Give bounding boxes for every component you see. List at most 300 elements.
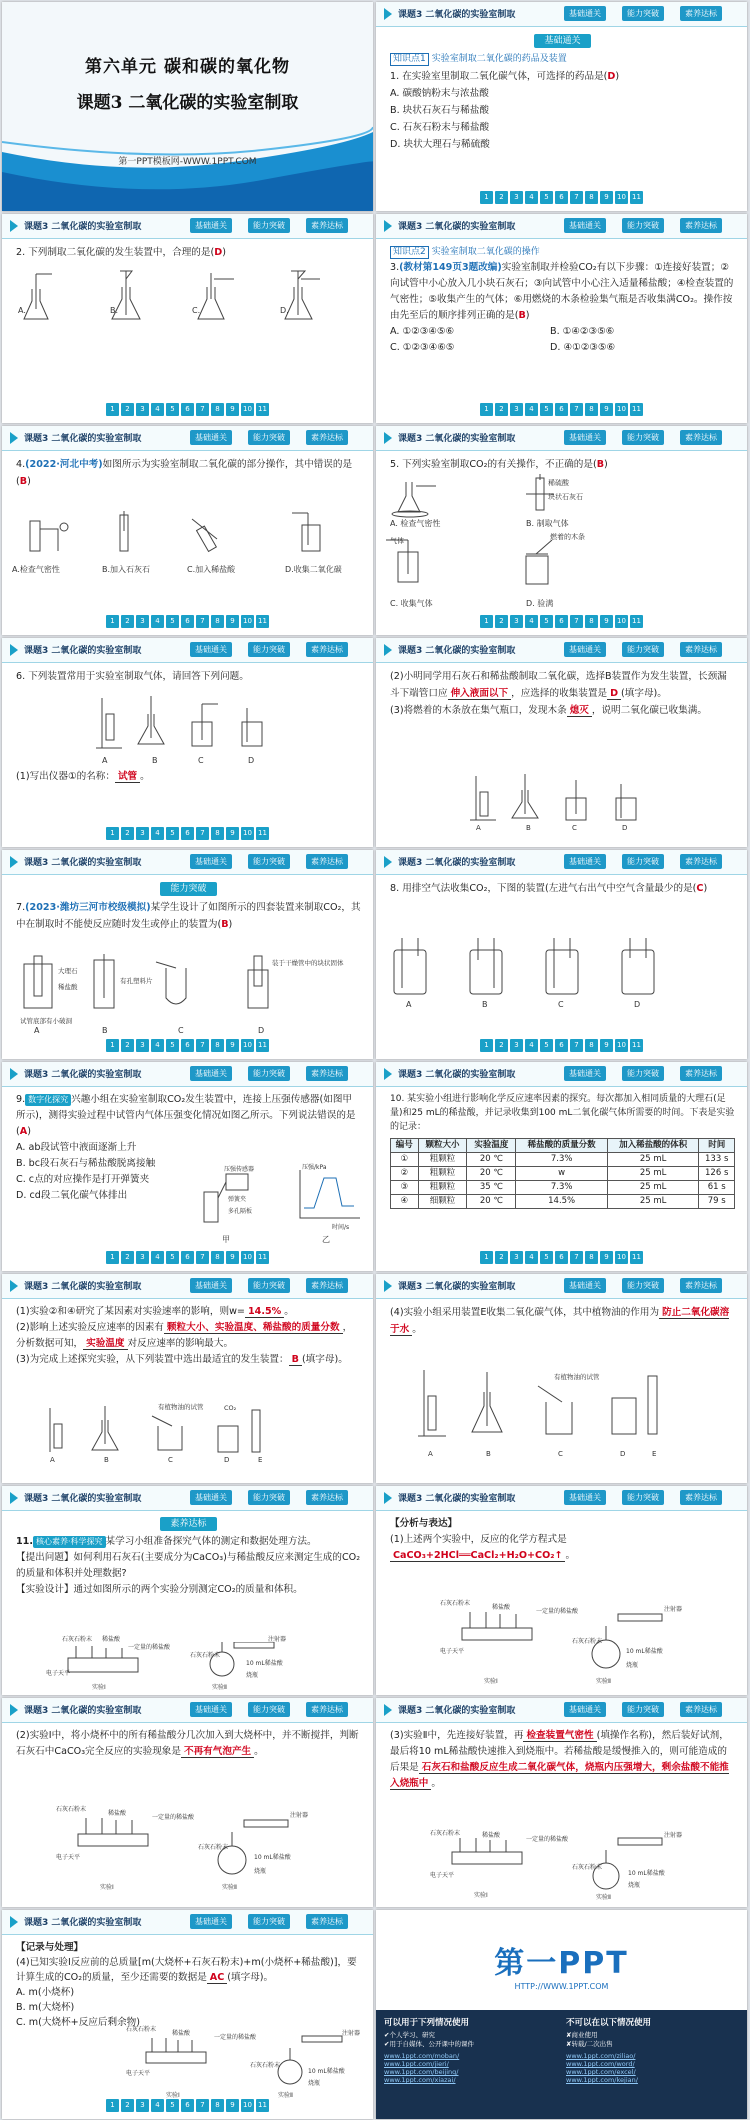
nav-literacy-button[interactable]: 素养达标 bbox=[680, 1490, 722, 1505]
slide-q11-part2[interactable] bbox=[2, 1698, 373, 1907]
page-link[interactable]: 8 bbox=[211, 1039, 224, 1052]
page-link[interactable]: 6 bbox=[181, 1251, 194, 1264]
nav-basic-button[interactable]: 基础通关 bbox=[190, 1278, 232, 1293]
ppt-url[interactable]: HTTP://WWW.1PPT.COM bbox=[514, 1982, 609, 1991]
nav-ability-button[interactable]: 能力突破 bbox=[248, 1278, 290, 1293]
page-link[interactable]: 11 bbox=[256, 1251, 269, 1264]
question-1: 1. 在实验室里制取二氧化碳气体，可选择的药品是(D) bbox=[390, 71, 620, 82]
page-link[interactable]: 8 bbox=[585, 1039, 598, 1052]
nav-basic-button[interactable]: 基础通关 bbox=[190, 218, 232, 233]
slide-q8[interactable] bbox=[376, 850, 747, 1059]
link[interactable]: www.1ppt.com/word/ bbox=[566, 2060, 635, 2068]
page-link[interactable]: 6 bbox=[555, 191, 568, 204]
page-link[interactable]: 9 bbox=[600, 1039, 613, 1052]
page-link[interactable]: 2 bbox=[495, 1039, 508, 1052]
answer: B bbox=[289, 1354, 302, 1366]
page-link[interactable]: 2 bbox=[495, 615, 508, 628]
answer: 石灰石和盐酸反应生成二氧化碳气体，烧瓶内压强增大，剩余盐酸不能推入烧瓶中 bbox=[390, 1762, 729, 1789]
figure-label: 注射器 bbox=[268, 1636, 287, 1643]
nav-literacy-button[interactable]: 素养达标 bbox=[680, 6, 722, 21]
nav-ability-button[interactable]: 能力突破 bbox=[622, 430, 664, 445]
page-link[interactable]: 10 bbox=[241, 1039, 254, 1052]
page-link[interactable]: 1 bbox=[106, 827, 119, 840]
page-link[interactable]: 10 bbox=[241, 2099, 254, 2112]
page-link[interactable]: 9 bbox=[226, 1039, 239, 1052]
pager bbox=[2, 1039, 373, 1052]
slide-q10[interactable] bbox=[376, 1062, 747, 1271]
nav-literacy-button[interactable]: 素养达标 bbox=[680, 1278, 722, 1293]
nav-literacy-button[interactable]: 素养达标 bbox=[306, 1278, 348, 1293]
nav-ability-button[interactable]: 能力突破 bbox=[622, 1702, 664, 1717]
option: A. ①②③④⑤⑥ bbox=[390, 326, 455, 337]
figure-caption: A bbox=[34, 1026, 40, 1035]
figure-label: 一定量的稀盐酸 bbox=[152, 1814, 195, 1821]
option-label: C. bbox=[192, 306, 201, 315]
nav-literacy-button[interactable]: 素养达标 bbox=[306, 1702, 348, 1717]
nav-basic-button[interactable]: 基础通关 bbox=[564, 1066, 606, 1081]
page-link[interactable]: 8 bbox=[585, 191, 598, 204]
nav-basic-button[interactable]: 基础通关 bbox=[564, 1702, 606, 1717]
page-link[interactable]: 4 bbox=[151, 615, 164, 628]
figure-label: 一定量的稀盐酸 bbox=[214, 2034, 257, 2041]
page-link[interactable]: 4 bbox=[525, 1039, 538, 1052]
nav-basic-button[interactable]: 基础通关 bbox=[190, 1702, 232, 1717]
slide-cover[interactable] bbox=[2, 2, 373, 211]
page-link[interactable]: 2 bbox=[121, 1039, 134, 1052]
sub-question-1: (1)上述两个实验中，反应的化学方程式是CaCO₃+2HCl══CaCl₂+H₂O+CO₂↑ 。 bbox=[390, 1534, 576, 1561]
page-link[interactable]: 11 bbox=[630, 1039, 643, 1052]
slide-q11-part3[interactable] bbox=[376, 1698, 747, 1907]
page-link[interactable]: 3 bbox=[136, 403, 149, 416]
page-link[interactable]: 1 bbox=[480, 403, 493, 416]
page-link[interactable]: 11 bbox=[630, 615, 643, 628]
slide-q10-answers[interactable] bbox=[2, 1274, 373, 1483]
slide-q3[interactable] bbox=[376, 214, 747, 423]
question-8: 8. 用排空气法收集CO₂，下图的装置(左进气右出气中空气含量最少的是(C) bbox=[390, 883, 708, 894]
link[interactable]: www.1ppt.com/kejian/ bbox=[566, 2076, 638, 2084]
label-clip: 弹簧夹 bbox=[228, 1196, 247, 1203]
nav-ability-button[interactable]: 能力突破 bbox=[248, 218, 290, 233]
header-title: 课题3 二氧化碳的实验室制取 bbox=[24, 434, 142, 444]
nav-basic-button[interactable]: 基础通关 bbox=[564, 854, 606, 869]
table-row: ① 粗颗粒 20 ℃ 7.3% 25 mL 133 s bbox=[391, 1153, 735, 1167]
header-triangle-icon bbox=[10, 1916, 18, 1928]
page-link[interactable]: 5 bbox=[166, 827, 179, 840]
header-triangle-icon bbox=[384, 644, 392, 656]
page-link[interactable]: 3 bbox=[136, 1039, 149, 1052]
nav-literacy-button[interactable]: 素养达标 bbox=[306, 1066, 348, 1081]
page-link[interactable]: 11 bbox=[630, 191, 643, 204]
page-link[interactable]: 1 bbox=[480, 1039, 493, 1052]
page-link[interactable]: 11 bbox=[256, 615, 269, 628]
link[interactable]: www.1ppt.com/jieri/ bbox=[384, 2060, 449, 2068]
nav-ability-button[interactable]: 能力突破 bbox=[622, 1490, 664, 1505]
figure-label: 一定量的稀盐酸 bbox=[128, 1644, 171, 1651]
page-link[interactable]: 6 bbox=[181, 1039, 194, 1052]
nav-literacy-button[interactable]: 素养达标 bbox=[306, 430, 348, 445]
slide-header bbox=[2, 1698, 373, 1723]
slide-q11-analysis[interactable] bbox=[376, 1486, 747, 1695]
page-link[interactable]: 1 bbox=[480, 191, 493, 204]
slide-q10-part4[interactable] bbox=[376, 1274, 747, 1483]
page-link[interactable]: 11 bbox=[256, 403, 269, 416]
page-link[interactable]: 11 bbox=[256, 1039, 269, 1052]
header-triangle-icon bbox=[384, 1280, 392, 1292]
header-title: 课题3 二氧化碳的实验室制取 bbox=[398, 1706, 516, 1716]
page-link[interactable]: 6 bbox=[181, 2099, 194, 2112]
nav-ability-button[interactable]: 能力突破 bbox=[248, 430, 290, 445]
table-row: ② 粗颗粒 20 ℃ w 25 mL 126 s bbox=[391, 1167, 735, 1181]
page-link[interactable]: 5 bbox=[166, 403, 179, 416]
figure-label: 石灰石粉末 bbox=[190, 1652, 221, 1659]
nav-ability-button[interactable]: 能力突破 bbox=[248, 1914, 290, 1929]
page-link[interactable]: 8 bbox=[585, 615, 598, 628]
slide-end-ppt[interactable] bbox=[376, 1910, 747, 2119]
page-link[interactable]: 5 bbox=[166, 615, 179, 628]
page-link[interactable]: 10 bbox=[615, 1251, 628, 1264]
page-link[interactable]: 6 bbox=[555, 403, 568, 416]
page-link[interactable]: 2 bbox=[121, 615, 134, 628]
link[interactable]: www.1ppt.com/xiazai/ bbox=[384, 2076, 456, 2084]
page-link[interactable]: 9 bbox=[600, 1251, 613, 1264]
page-link[interactable]: 1 bbox=[106, 1251, 119, 1264]
page-link[interactable]: 7 bbox=[570, 191, 583, 204]
nav-ability-button[interactable]: 能力突破 bbox=[622, 6, 664, 21]
page-link[interactable]: 10 bbox=[241, 403, 254, 416]
header-title: 课题3 二氧化碳的实验室制取 bbox=[24, 1282, 142, 1292]
nav-basic-button[interactable]: 基础通关 bbox=[190, 1914, 232, 1929]
page-link[interactable]: 2 bbox=[121, 2099, 134, 2112]
header-title: 课题3 二氧化碳的实验室制取 bbox=[398, 434, 516, 444]
figure-label: 石灰石粉末 bbox=[198, 1844, 229, 1851]
page-link[interactable]: 7 bbox=[196, 827, 209, 840]
label-stone: 块状石灰石 bbox=[548, 493, 583, 501]
nav-literacy-button[interactable]: 素养达标 bbox=[680, 642, 722, 657]
figure-label: 实验Ⅰ bbox=[100, 1884, 114, 1891]
slide-q6[interactable] bbox=[2, 638, 373, 847]
figure-label: 石灰石粉末 bbox=[250, 2062, 281, 2069]
page-link[interactable]: 7 bbox=[570, 403, 583, 416]
page-link[interactable]: 1 bbox=[480, 1251, 493, 1264]
page-link[interactable]: 4 bbox=[151, 1251, 164, 1264]
figure-label: 烧瓶 bbox=[254, 1868, 267, 1875]
nav-basic-button[interactable]: 基础通关 bbox=[190, 642, 232, 657]
figure-label: 注射器 bbox=[664, 1606, 683, 1613]
slide-q7[interactable] bbox=[2, 850, 373, 1059]
nav-basic-button[interactable]: 基础通关 bbox=[190, 854, 232, 869]
page-link[interactable]: 5 bbox=[166, 1039, 179, 1052]
page-link[interactable]: 9 bbox=[226, 1251, 239, 1264]
page-link[interactable]: 3 bbox=[136, 1251, 149, 1264]
page-link[interactable]: 6 bbox=[555, 1251, 568, 1264]
header-title: 课题3 二氧化碳的实验室制取 bbox=[398, 222, 516, 232]
page-link[interactable]: 1 bbox=[480, 615, 493, 628]
label-burning-stick: 燃着的木条 bbox=[550, 533, 585, 541]
figure-caption: 乙 bbox=[322, 1235, 330, 1244]
page-link[interactable]: 4 bbox=[151, 1039, 164, 1052]
page-link[interactable]: 1 bbox=[106, 2099, 119, 2112]
nav-literacy-button[interactable]: 素养达标 bbox=[680, 1702, 722, 1717]
page-link[interactable]: 3 bbox=[510, 1039, 523, 1052]
page-link[interactable]: 3 bbox=[510, 1251, 523, 1264]
page-link[interactable]: 9 bbox=[600, 403, 613, 416]
section-band: 素养达标 bbox=[160, 1517, 216, 1531]
nav-ability-button[interactable]: 能力突破 bbox=[622, 854, 664, 869]
nav-ability-button[interactable]: 能力突破 bbox=[248, 642, 290, 657]
page-link[interactable]: 2 bbox=[121, 827, 134, 840]
page-link[interactable]: 7 bbox=[196, 615, 209, 628]
page-link[interactable]: 5 bbox=[540, 1039, 553, 1052]
page-link[interactable]: 2 bbox=[121, 403, 134, 416]
page-link[interactable]: 5 bbox=[540, 615, 553, 628]
nav-ability-button[interactable]: 能力突破 bbox=[248, 854, 290, 869]
link[interactable]: www.1ppt.com/beijing/ bbox=[384, 2068, 459, 2076]
figure-label: 烧瓶 bbox=[628, 1882, 641, 1889]
page-link[interactable]: 1 bbox=[106, 1039, 119, 1052]
slide-q11[interactable] bbox=[2, 1486, 373, 1695]
header-triangle-icon bbox=[10, 1280, 18, 1292]
page-link[interactable]: 2 bbox=[495, 191, 508, 204]
knowledge-point-tag: 知识点1 bbox=[390, 53, 429, 66]
nav-literacy-button[interactable]: 素养达标 bbox=[306, 218, 348, 233]
header-triangle-icon bbox=[384, 220, 392, 232]
page-link[interactable]: 8 bbox=[211, 1251, 224, 1264]
nav-basic-button[interactable]: 基础通关 bbox=[564, 430, 606, 445]
page-link[interactable]: 2 bbox=[495, 1251, 508, 1264]
page-link[interactable]: 7 bbox=[570, 1039, 583, 1052]
experiment-design: 【实验设计】通过如图所示的两个实验分别测定CO₂的质量和体积。 bbox=[16, 1584, 303, 1595]
figure-caption: D. 验满 bbox=[526, 599, 554, 608]
nav-basic-button[interactable]: 基础通关 bbox=[190, 1066, 232, 1081]
page-link[interactable]: 7 bbox=[570, 1251, 583, 1264]
nav-literacy-button[interactable]: 素养达标 bbox=[306, 642, 348, 657]
option: A. m(小烧杯) bbox=[16, 1987, 75, 1998]
page-link[interactable]: 6 bbox=[555, 615, 568, 628]
ppt-logo: 第一PPT bbox=[494, 1946, 629, 1981]
page-link[interactable]: 4 bbox=[151, 403, 164, 416]
slide-header bbox=[376, 214, 747, 239]
slide-header bbox=[2, 850, 373, 875]
page-link[interactable]: 7 bbox=[196, 1039, 209, 1052]
page-link[interactable]: 4 bbox=[525, 1251, 538, 1264]
header-title: 课题3 二氧化碳的实验室制取 bbox=[24, 1494, 142, 1504]
page-link[interactable]: 5 bbox=[540, 191, 553, 204]
nav-ability-button[interactable]: 能力突破 bbox=[622, 642, 664, 657]
page-link[interactable]: 9 bbox=[226, 615, 239, 628]
page-link[interactable]: 7 bbox=[196, 403, 209, 416]
page-link[interactable]: 5 bbox=[540, 403, 553, 416]
nav-ability-button[interactable]: 能力突破 bbox=[622, 1066, 664, 1081]
nav-literacy-button[interactable]: 素养达标 bbox=[680, 218, 722, 233]
page-link[interactable]: 6 bbox=[555, 1039, 568, 1052]
nav-literacy-button[interactable]: 素养达标 bbox=[306, 1914, 348, 1929]
slide-q4[interactable] bbox=[2, 426, 373, 635]
apparatus-figure bbox=[2, 269, 373, 339]
figure-caption: A. 检查气密性 bbox=[390, 519, 441, 528]
nav-ability-button[interactable]: 能力突破 bbox=[622, 1278, 664, 1293]
figure-caption: B bbox=[102, 1026, 108, 1035]
figure-label: 电子天平 bbox=[56, 1854, 81, 1861]
answer: 伸入液面以下 bbox=[448, 688, 512, 700]
page-link[interactable]: 1 bbox=[106, 615, 119, 628]
header-title: 课题3 二氧化碳的实验室制取 bbox=[24, 1918, 142, 1928]
page-link[interactable]: 4 bbox=[151, 827, 164, 840]
nav-basic-button[interactable]: 基础通关 bbox=[564, 1278, 606, 1293]
page-link[interactable]: 5 bbox=[540, 1251, 553, 1264]
page-link[interactable]: 9 bbox=[600, 191, 613, 204]
cover-site-text: 第一PPT模板网-WWW.1PPT.COM bbox=[118, 157, 257, 167]
nav-literacy-button[interactable]: 素养达标 bbox=[680, 430, 722, 445]
nav-literacy-button[interactable]: 素养达标 bbox=[680, 854, 722, 869]
page-link[interactable]: 7 bbox=[570, 615, 583, 628]
nav-basic-button[interactable]: 基础通关 bbox=[564, 642, 606, 657]
figure-label: 电子天平 bbox=[46, 1670, 71, 1677]
page-link[interactable]: 4 bbox=[151, 2099, 164, 2112]
slide-q6-cont[interactable] bbox=[376, 638, 747, 847]
page-link[interactable]: 3 bbox=[510, 403, 523, 416]
page-link[interactable]: 5 bbox=[166, 2099, 179, 2112]
page-link[interactable]: 6 bbox=[181, 827, 194, 840]
table-row: ③ 粗颗粒 35 ℃ 7.3% 25 mL 61 s bbox=[391, 1181, 735, 1195]
header-triangle-icon bbox=[10, 432, 18, 444]
option: D. ④①②③⑤⑥ bbox=[550, 342, 616, 353]
page-link[interactable]: 5 bbox=[166, 1251, 179, 1264]
page-link[interactable]: 3 bbox=[136, 2099, 149, 2112]
page-link[interactable]: 3 bbox=[136, 827, 149, 840]
page-link[interactable]: 11 bbox=[256, 2099, 269, 2112]
figure-caption: C.加入稀盐酸 bbox=[187, 565, 236, 574]
page-link[interactable]: 9 bbox=[226, 2099, 239, 2112]
page-link[interactable]: 10 bbox=[615, 403, 628, 416]
nav-ability-button[interactable]: 能力突破 bbox=[248, 1490, 290, 1505]
option: C. c点的对应操作是打开弹簧夹 bbox=[16, 1174, 150, 1185]
page-link[interactable]: 8 bbox=[211, 827, 224, 840]
slide-header bbox=[2, 1274, 373, 1299]
pager bbox=[2, 403, 373, 416]
page-link[interactable]: 8 bbox=[211, 2099, 224, 2112]
page-link[interactable]: 11 bbox=[630, 403, 643, 416]
section-heading: 【分析与表达】 bbox=[390, 1518, 458, 1529]
nav-basic-button[interactable]: 基础通关 bbox=[564, 218, 606, 233]
figure-caption: A bbox=[50, 1456, 55, 1464]
header-triangle-icon bbox=[384, 432, 392, 444]
nav-basic-button[interactable]: 基础通关 bbox=[190, 430, 232, 445]
page-link[interactable]: 10 bbox=[241, 615, 254, 628]
page-link[interactable]: 4 bbox=[525, 191, 538, 204]
figure-label: 石灰石粉末 bbox=[430, 1830, 461, 1837]
page-link[interactable]: 2 bbox=[495, 403, 508, 416]
page-link[interactable]: 3 bbox=[136, 615, 149, 628]
answer: C bbox=[696, 883, 704, 894]
page-link[interactable]: 8 bbox=[211, 615, 224, 628]
figure-caption: B bbox=[526, 824, 531, 832]
section-band: 能力突破 bbox=[160, 882, 216, 896]
figure-caption: C bbox=[558, 1000, 564, 1009]
label-gas: 气体 bbox=[390, 537, 404, 545]
page-link[interactable]: 4 bbox=[525, 403, 538, 416]
page-link[interactable]: 8 bbox=[585, 1251, 598, 1264]
page-link[interactable]: 11 bbox=[630, 1251, 643, 1264]
nav-ability-button[interactable]: 能力突破 bbox=[622, 218, 664, 233]
figure-caption: C. 收集气体 bbox=[390, 599, 433, 608]
nav-basic-button[interactable]: 基础通关 bbox=[190, 1490, 232, 1505]
figure-label: 10 mL稀盐酸 bbox=[246, 1660, 283, 1667]
header-triangle-icon bbox=[10, 220, 18, 232]
slide-q9[interactable] bbox=[2, 1062, 373, 1271]
nav-literacy-button[interactable]: 素养达标 bbox=[306, 854, 348, 869]
figure-label: 10 mL稀盐酸 bbox=[628, 1870, 665, 1877]
nav-ability-button[interactable]: 能力突破 bbox=[248, 1702, 290, 1717]
option-label: A. bbox=[18, 306, 26, 315]
nav-basic-button[interactable]: 基础通关 bbox=[564, 1490, 606, 1505]
figure-caption: A.检查气密性 bbox=[12, 565, 60, 574]
slide-header bbox=[376, 1698, 747, 1723]
option: A. 碳酸钠粉末与浓盐酸 bbox=[390, 88, 489, 99]
page-link[interactable]: 9 bbox=[600, 615, 613, 628]
slide-q1[interactable] bbox=[376, 2, 747, 211]
page-link[interactable]: 7 bbox=[196, 1251, 209, 1264]
figure-caption: 甲 bbox=[222, 1235, 230, 1244]
page-link[interactable]: 9 bbox=[226, 403, 239, 416]
figure-label: 稀盐酸 bbox=[492, 1604, 511, 1611]
page-link[interactable]: 4 bbox=[525, 615, 538, 628]
nav-literacy-button[interactable]: 素养达标 bbox=[680, 1066, 722, 1081]
page-link[interactable]: 3 bbox=[510, 191, 523, 204]
sub-question-4: (4)已知实验Ⅰ反应前的总质量[m(大烧杯+石灰石粉末)+m(小烧杯+稀盐酸)]，要计算生成的CO₂的质量，至少还需要的数据是 AC (填字母)。 bbox=[16, 1957, 357, 1983]
nav-ability-button[interactable]: 能力突破 bbox=[248, 1066, 290, 1081]
option: B. 块状石灰石与稀盐酸 bbox=[390, 105, 490, 116]
answer: D bbox=[214, 247, 223, 258]
page-link[interactable]: 10 bbox=[615, 1039, 628, 1052]
slide-header bbox=[376, 2, 747, 27]
page-link[interactable]: 9 bbox=[226, 827, 239, 840]
label-oil-tube: 有植物油的试管 bbox=[554, 1373, 600, 1381]
page-link[interactable]: 2 bbox=[121, 1251, 134, 1264]
page-link[interactable]: 6 bbox=[181, 403, 194, 416]
option: C. 石灰石粉末与稀盐酸 bbox=[390, 122, 490, 133]
figure-caption: E bbox=[652, 1450, 657, 1458]
page-link[interactable]: 3 bbox=[510, 615, 523, 628]
usage-forbidden-heading: 不可以在以下情况使用 bbox=[566, 2018, 652, 2028]
page-link[interactable]: 1 bbox=[106, 403, 119, 416]
link[interactable]: www.1ppt.com/moban/ bbox=[384, 2052, 460, 2060]
link[interactable]: www.1ppt.com/ziliao/ bbox=[566, 2052, 636, 2060]
page-link[interactable]: 10 bbox=[241, 827, 254, 840]
page-link[interactable]: 10 bbox=[241, 1251, 254, 1264]
page-link[interactable]: 7 bbox=[196, 2099, 209, 2112]
pager bbox=[376, 1039, 747, 1052]
answer: A bbox=[19, 1126, 28, 1137]
question-source: (教材第149页3题改编) bbox=[399, 262, 502, 273]
page-link[interactable]: 8 bbox=[211, 403, 224, 416]
page-link[interactable]: 10 bbox=[615, 191, 628, 204]
option: D. cd段二氧化碳气体排出 bbox=[16, 1190, 128, 1201]
slide-header bbox=[2, 426, 373, 451]
page-link[interactable]: 6 bbox=[181, 615, 194, 628]
page-link[interactable]: 10 bbox=[615, 615, 628, 628]
nav-literacy-button[interactable]: 素养达标 bbox=[306, 1490, 348, 1505]
question-3: 3.(教材第149页3题改编)实验室制取并检验CO₂有以下步骤：①连接好装置；②向试管中小心放入几小块石灰石；③向试管中小心注入适量稀盐酸；④检查装置的气密性；⑤收集产生的气体；⑥用燃烧的木条检验集气瓶是否收集满CO₂。操作按由先至后的顺序排列正确的是(B) bbox=[390, 262, 734, 321]
label-acid: 稀盐酸 bbox=[58, 983, 78, 991]
nav-basic-button[interactable]: 基础通关 bbox=[564, 6, 606, 21]
link[interactable]: www.1ppt.com/excel/ bbox=[566, 2068, 636, 2076]
slide-q5[interactable] bbox=[376, 426, 747, 635]
apparatus-figure bbox=[42, 1406, 342, 1456]
slide-q11-part4[interactable] bbox=[2, 1910, 373, 2119]
page-link[interactable]: 8 bbox=[585, 403, 598, 416]
page-link[interactable]: 11 bbox=[256, 827, 269, 840]
slide-q2[interactable] bbox=[2, 214, 373, 423]
